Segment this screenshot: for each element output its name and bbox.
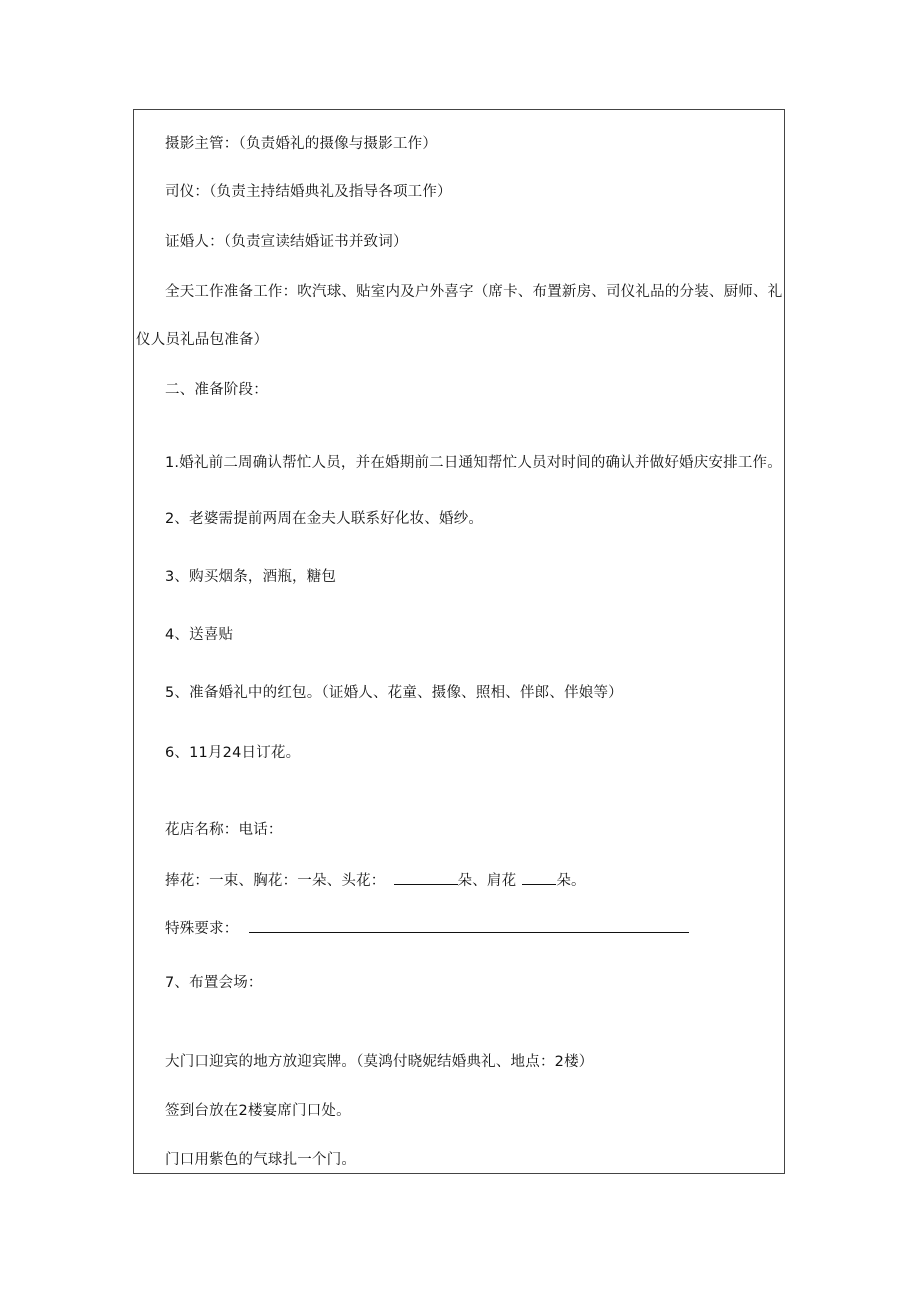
photography-supervisor-line: 摄影主管：（负责婚礼的摄像与摄影工作） (165, 136, 438, 152)
list-item-2: 2、老婆需提前两周在金夫人联系好化妆、婚纱。 (165, 511, 484, 527)
list-item-4: 4、送喜贴 (165, 627, 234, 643)
wedding-witness-line: 证婚人：（负责宣读结婚证书并致词） (165, 234, 408, 250)
list-item-7: 7、布置会场： (165, 975, 263, 991)
head-flower-count-blank (394, 870, 458, 885)
balloon-arch-line: 门口用紫色的气球扎一个门。 (165, 1152, 357, 1168)
flower-order-end: 朵。 (556, 873, 586, 889)
section-heading-preparation: 二、准备阶段： (165, 382, 268, 398)
sign-in-table-line: 签到台放在2楼宴席门口处。 (165, 1103, 351, 1119)
list-item-5: 5、准备婚礼中的红包。（证婚人、花童、摄像、照相、伴郎、伴娘等） (165, 685, 623, 701)
master-of-ceremonies-line: 司仪：（负责主持结婚典礼及指导各项工作） (165, 184, 452, 200)
list-item-3: 3、购买烟条，酒瓶，糖包 (165, 569, 337, 585)
special-requirements-blank (249, 918, 689, 933)
florist-info-line: 花店名称：电话： (165, 822, 283, 838)
list-item-1: 1.婚礼前二周确认帮忙人员，并在婚期前二日通知帮忙人员对时间的确认并做好婚庆安排工作。 (165, 455, 782, 471)
special-requirements-line (165, 918, 689, 939)
shoulder-flower-count-blank (522, 870, 556, 885)
flower-order-mid: 朵、肩花 (457, 873, 517, 889)
welcome-sign-line: 大门口迎宾的地方放迎宾牌。（莫鸿付晓妮结婚典礼、地点：2楼） (165, 1054, 594, 1070)
day-preparation-line: 全天工作准备工作：吹汽球、贴室内及户外喜字（席卡、布置新房、司仪礼品的分装、厨师、礼 (165, 284, 783, 300)
day-preparation-line-continued: 仪人员礼品包准备） (136, 332, 269, 348)
special-requirements-label: 特殊要求： (165, 921, 239, 937)
flower-order-line (165, 870, 586, 891)
list-item-6: 6、11月24日订花。 (165, 745, 301, 761)
flower-order-label: 捧花：一束、胸花：一朵、头花： (165, 873, 386, 889)
